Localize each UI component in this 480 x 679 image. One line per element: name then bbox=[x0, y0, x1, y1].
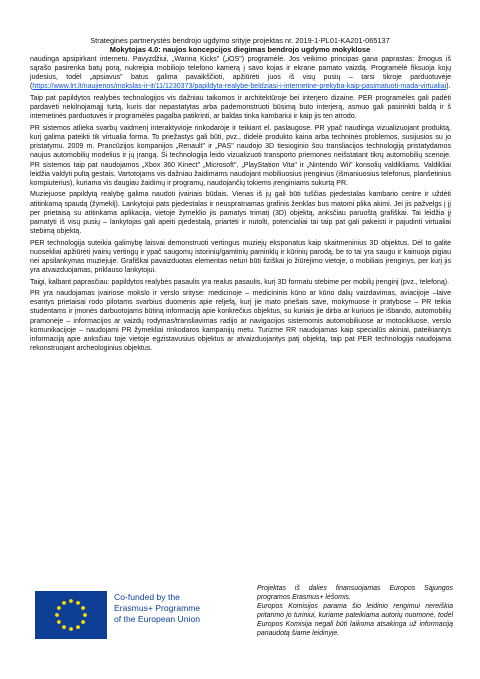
funding-disclaimer bbox=[257, 584, 453, 638]
eu-flag-graphic bbox=[35, 591, 107, 639]
paragraph-shopping-end: ). bbox=[446, 83, 451, 91]
cofund-caption bbox=[114, 592, 234, 625]
cofund-line-1: Co-funded by the bbox=[114, 592, 180, 602]
project-title-line: Mokytojas 4.0: naujos koncepcijos diegimas bendrojo ugdymo mokyklose bbox=[109, 45, 371, 54]
paragraph-shopping bbox=[30, 55, 451, 92]
source-link[interactable]: https://www.lrt.lt/naujienos/mokslas-ir-it/11/1230373/papildyta-realybe-beldziasi-i-internetine-prekyba-kaip-pasimatuoti-mada-virtualiai bbox=[32, 83, 447, 91]
cofund-line-3: of the European Union bbox=[114, 614, 201, 624]
paragraph-marketing: PR sistemos atlieka svarbų vaidmenį interaktyvioje rinkodaroje ir teikiant el. paslaugose. PR ypač naudinga vizualizuojant produktą, kurį galima pateikti tik virtualia forma. To priežastys gali būti, pvz., didelė produkto kaina arba techninės problemos, susijusios su jo pristatymu. 2009 m. Prancūzijos kompanijos „Renault" ir „PAS" naudojo 3D tiesioginio šou transliacijos technologiją pristatydamos naujus automobilių modelius ir jų įrangą. Ši technologija leido vizualizuoti transporto priemones neišstatant tikrų automobilių scenoje. PR sistemos taip pat naudojamos „Xbox 360 Kinect" „Microsoft", „PlayStation Vita" ir „Nintendo Wii" konsolių valdikliams. Valdikliai leidžia valdyti pultą gestais. Vartotojams vis dažniau žaidimams naudojant mobiliuosius įrenginius (išmaniuosius telefonus, planšetinius kompiuterius), kuriama vis daugiau žaidimų ir programų, naudojančių tokiems įrenginiams sukurtą PR. bbox=[30, 124, 451, 187]
eu-flag-icon bbox=[35, 591, 107, 639]
cofund-line-2: Erasmus+ Programme bbox=[114, 603, 201, 613]
document-body bbox=[30, 55, 451, 356]
disclaimer-liability: Europos Komisijos parama šio leidinio rengimui nereiškia pritarimo jo turiniui, kuriame pateikiama autorių nuomonė, todėl Europos Komisija negali būti laikoma atsakinga už informaciją panaudotą šiame leidinyje. bbox=[257, 603, 453, 637]
disclaimer-funding: Projektas iš dalies finansuojamas Europos Sąjungos programos Erasmus+ lėšomis. bbox=[257, 585, 453, 601]
paragraph-architecture: Taip pat papildytos realybės technologijos vis dažniau taikomos ir architektūroje bei interjero dizaine. PER programėlės gali padėti pardavėti nekilnojamąjį turtą, kuris dar nepastatytas arba pademonstruoti būsimą buto interjerą, asmuo gali pasirinkti baldą ir š internetinės parduotuvės ir programėlės pagalba patikrinti, ar baldas tinka kambariui ir kaip jis ten atrodo. bbox=[30, 95, 451, 121]
project-number-line: Strateginės partnerystės bendrojo ugdymo srityje projektas nr. 2019-1-PL01-KA201-065137 bbox=[90, 36, 390, 45]
paragraph-summary: Taigi, kalbant paprasčiau: papildytos realybės pasaulis yra realus pasaulis, kurį 3D formatu stebime per mobilų įrenginį (pvz., telefoną). bbox=[30, 278, 450, 286]
paragraph-exhibits: PER technologija suteikia galimybę laisvai demonstruoti vertingus muziejų eksponatus kaip skaitmeninius 3D objektus. Dėl to galite nuosekliai apžiūrėti įvairių vertingų ir ypač saugomų istorinių/gamtinių paminklų ir kūrinių parodą, be to tai yra saugu ir kainuoja pigiau nei apsilankymas muziejuje. Grafiškai pavaizduotas elementas neturi būti fiziškai jo žiūrėjimo vietoje, o mobiliais įrenginys, per kurį jis yra atvaizduojamas, priklauso lankytojui. bbox=[30, 239, 451, 274]
page-header bbox=[30, 36, 450, 54]
paragraph-applications: PR yra naudojamas įvairiose mokslo ir verslo srityse: medicinoje – medicininis kūno ar kūno dalių vaizdavimas, aviacijoje –laive esantys prietaisai rodo pilotams svarbius duomenis apie reljefą, kurį jie mato priešais save, mokymuose ir pratybose – PR teikia studentams ir įmonės darbuotojams būtiną informaciją apie konkrečius objektus, su kuriais jie dirba ar kuriuos jie išbando, automobilių pramonėje – informacijos ar vaizdų rodymas/transliavimas radijo ar navigacijos sistemomis automobiliuose ar motocikluose, verslo komunikacijoje – naudojami PR žymekliai rinkodaros kampanijų metu. Turizme RR naudojamas kaip specialūs akiniai, pateikiantys informaciją apie anksčiau toje vietoje egzistavusius objektus ar atvaizduojantys patį objektą, taip pat PER technologija naudojama rekonstruojant archeologinius objektus. bbox=[30, 290, 451, 353]
paragraph-shopping-text: naudinga apsipirkant internetu. Pavyzdžiui, „Wanna Kicks" („iOS") programėlė. Jos veikimo principas gana paprastas: žmogus iš sąrašo pasirenka batų porą, nukreipia mobiliojo telefono kamerą į savo kojas ir ekrane pamato vaizdą. Programėlė fiksuoja kojų judesius, todėl „apsiavus" batus galima pavaikščioti, apžiūrėti juos iš visų pusių – tarsi tikroje parduotuvėje ( bbox=[30, 56, 451, 91]
page-footer bbox=[0, 578, 480, 679]
paragraph-museums: Muziejuose papildytą realybę galima naudoti įvairiais būdais. Vienas iš jų gali būti tuščias pjedestalas kambario centre ir uždėti atitinkamą spaudą (žymeklį). Lankytojui pats pjedestalas ir neuspratnamas grafinis ženklas bus matomi plika akimi. Jei jis pažvelgs į jį per prietaisą su atitinkama aplikacija, vietoje žymeklio jis pamatys trimatį (3D) objektą, anksčiau paruoštą grafiškai. Tai leidžia jį pamatyti iš visų pusių – lankytojas gali apeiti pjedestalą, priartėti ir nutolti, potencialiai tai taip pat gali pakeisti ir pajudinti virtualiai stebimą objektą. bbox=[30, 191, 451, 235]
